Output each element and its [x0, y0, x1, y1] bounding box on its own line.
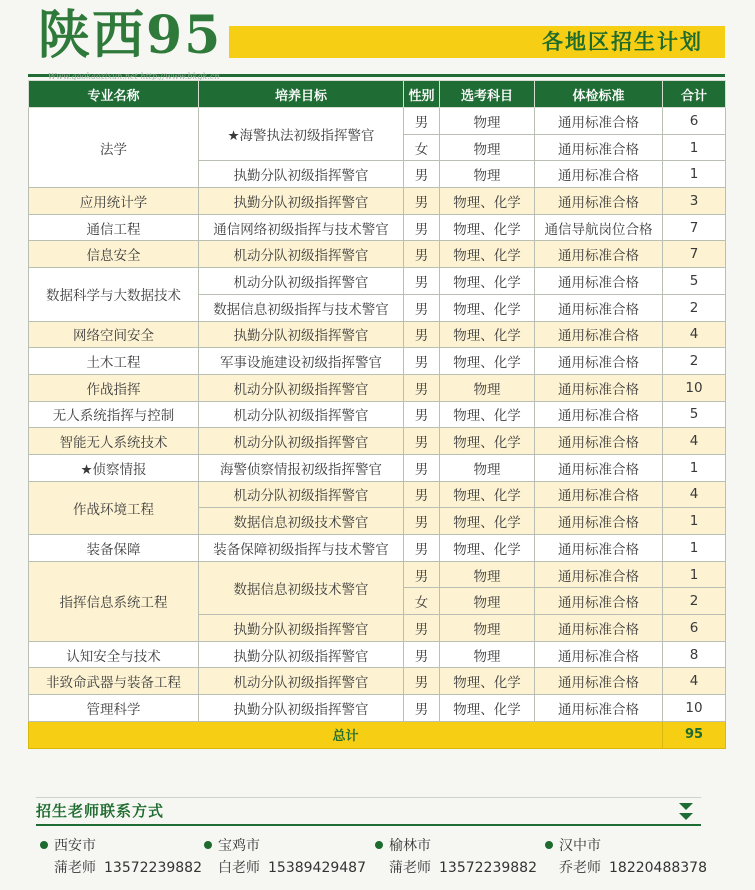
col-header-medical: 体检标准 — [535, 81, 663, 108]
cell-goal: 机动分队初级指挥警官 — [199, 241, 404, 268]
cell-goal: 执勤分队初级指挥警官 — [199, 615, 404, 642]
page-subtitle: 各地区招生计划 — [542, 29, 703, 54]
cell-major: 指挥信息系统工程 — [29, 561, 199, 641]
cell-goal: 装备保障初级指挥与技术警官 — [199, 535, 404, 562]
table-row — [29, 481, 726, 508]
cell-subjects: 物理、化学 — [440, 348, 535, 375]
contact-teacher: 白老师 — [218, 860, 260, 876]
page-title: 陕西95 — [38, 5, 223, 66]
table-row — [29, 214, 726, 241]
bullet-icon — [40, 841, 48, 849]
cell-medical: 通用标准合格 — [535, 268, 663, 295]
cell-medical: 通用标准合格 — [535, 615, 663, 642]
cell-total: 2 — [663, 588, 726, 615]
cell-gender: 男 — [404, 161, 440, 188]
cell-major: 应用统计学 — [29, 188, 199, 215]
cell-gender: 女 — [404, 588, 440, 615]
header — [0, 0, 755, 80]
cell-goal: 通信网络初级指挥与技术警官 — [199, 214, 404, 241]
cell-subjects: 物理、化学 — [440, 695, 535, 722]
contact-phone: 18220488378 — [609, 860, 707, 876]
cell-goal: 军事设施建设初级指挥警官 — [199, 348, 404, 375]
contact-city: 宝鸡市 — [218, 838, 260, 854]
contact-item — [40, 836, 202, 879]
table-row — [29, 348, 726, 375]
cell-gender: 男 — [404, 695, 440, 722]
cell-subjects: 物理 — [440, 641, 535, 668]
contact-section-title: 招生老师联系方式 — [36, 802, 165, 820]
table-row — [29, 374, 726, 401]
cell-medical: 通信导航岗位合格 — [535, 214, 663, 241]
contact-phone: 15389429487 — [268, 860, 366, 876]
table-row — [29, 535, 726, 562]
cell-subjects: 物理、化学 — [440, 268, 535, 295]
cell-medical: 通用标准合格 — [535, 134, 663, 161]
cell-medical: 通用标准合格 — [535, 428, 663, 455]
table-row — [29, 321, 726, 348]
watermark: Www.gaokaozixun.net http://www.bkgk.cn — [48, 72, 220, 81]
total-row — [29, 721, 726, 748]
cell-total: 4 — [663, 321, 726, 348]
cell-total: 2 — [663, 348, 726, 375]
cell-gender: 男 — [404, 535, 440, 562]
cell-medical: 通用标准合格 — [535, 374, 663, 401]
table-row — [29, 561, 726, 588]
contact-divider — [36, 824, 701, 826]
cell-total: 8 — [663, 641, 726, 668]
cell-gender: 男 — [404, 454, 440, 481]
table-row — [29, 695, 726, 722]
cell-total: 1 — [663, 454, 726, 481]
cell-subjects: 物理、化学 — [440, 401, 535, 428]
cell-medical: 通用标准合格 — [535, 401, 663, 428]
cell-goal: 执勤分队初级指挥警官 — [199, 161, 404, 188]
cell-medical: 通用标准合格 — [535, 481, 663, 508]
col-header-major: 专业名称 — [29, 81, 199, 108]
cell-major: 网络空间安全 — [29, 321, 199, 348]
cell-total: 7 — [663, 241, 726, 268]
total-label: 总计 — [29, 721, 663, 748]
cell-subjects: 物理 — [440, 374, 535, 401]
cell-major: 通信工程 — [29, 214, 199, 241]
cell-total: 1 — [663, 535, 726, 562]
cell-gender: 男 — [404, 561, 440, 588]
cell-total: 2 — [663, 294, 726, 321]
cell-subjects: 物理、化学 — [440, 241, 535, 268]
cell-subjects: 物理 — [440, 588, 535, 615]
cell-total: 10 — [663, 695, 726, 722]
table-row — [29, 668, 726, 695]
cell-total: 4 — [663, 481, 726, 508]
cell-gender: 男 — [404, 294, 440, 321]
contact-item — [375, 836, 537, 879]
cell-medical: 通用标准合格 — [535, 161, 663, 188]
cell-goal: 执勤分队初级指挥警官 — [199, 641, 404, 668]
cell-gender: 女 — [404, 134, 440, 161]
cell-subjects: 物理、化学 — [440, 481, 535, 508]
cell-major: 管理科学 — [29, 695, 199, 722]
cell-goal: ★海警执法初级指挥警官 — [199, 108, 404, 161]
cell-subjects: 物理 — [440, 161, 535, 188]
cell-gender: 男 — [404, 668, 440, 695]
cell-subjects: 物理、化学 — [440, 668, 535, 695]
cell-gender: 男 — [404, 188, 440, 215]
double-chevron-down-icon — [678, 801, 694, 823]
cell-subjects: 物理 — [440, 615, 535, 642]
cell-medical: 通用标准合格 — [535, 188, 663, 215]
table-row — [29, 108, 726, 135]
contact-item — [545, 836, 707, 879]
contact-item — [204, 836, 366, 879]
cell-goal: 海警侦察情报初级指挥警官 — [199, 454, 404, 481]
cell-total: 1 — [663, 134, 726, 161]
contact-teacher: 蒲老师 — [54, 860, 96, 876]
cell-medical: 通用标准合格 — [535, 588, 663, 615]
contact-teacher: 乔老师 — [559, 860, 601, 876]
cell-medical: 通用标准合格 — [535, 535, 663, 562]
cell-goal: 机动分队初级指挥警官 — [199, 268, 404, 295]
cell-total: 10 — [663, 374, 726, 401]
cell-total: 4 — [663, 668, 726, 695]
col-header-total: 合计 — [663, 81, 726, 108]
contact-phone: 13572239882 — [104, 860, 202, 876]
cell-medical: 通用标准合格 — [535, 348, 663, 375]
cell-major: ★侦察情报 — [29, 454, 199, 481]
cell-total: 3 — [663, 188, 726, 215]
cell-subjects: 物理 — [440, 561, 535, 588]
cell-subjects: 物理 — [440, 134, 535, 161]
cell-total: 1 — [663, 561, 726, 588]
cell-major: 非致命武器与装备工程 — [29, 668, 199, 695]
col-header-gender: 性别 — [404, 81, 440, 108]
cell-major: 作战环境工程 — [29, 481, 199, 534]
cell-gender: 男 — [404, 214, 440, 241]
cell-medical: 通用标准合格 — [535, 454, 663, 481]
cell-goal: 机动分队初级指挥警官 — [199, 374, 404, 401]
cell-total: 6 — [663, 108, 726, 135]
cell-subjects: 物理 — [440, 454, 535, 481]
cell-major: 作战指挥 — [29, 374, 199, 401]
cell-medical: 通用标准合格 — [535, 321, 663, 348]
contact-teacher: 蒲老师 — [389, 860, 431, 876]
cell-subjects: 物理、化学 — [440, 428, 535, 455]
cell-subjects: 物理、化学 — [440, 535, 535, 562]
cell-subjects: 物理、化学 — [440, 188, 535, 215]
cell-goal: 执勤分队初级指挥警官 — [199, 188, 404, 215]
cell-medical: 通用标准合格 — [535, 241, 663, 268]
cell-medical: 通用标准合格 — [535, 641, 663, 668]
cell-goal: 机动分队初级指挥警官 — [199, 428, 404, 455]
cell-major: 无人系统指挥与控制 — [29, 401, 199, 428]
table-header-row — [29, 81, 726, 108]
cell-gender: 男 — [404, 241, 440, 268]
cell-major: 智能无人系统技术 — [29, 428, 199, 455]
cell-gender: 男 — [404, 268, 440, 295]
col-header-goal: 培养目标 — [199, 81, 404, 108]
enrollment-plan-table — [28, 80, 726, 749]
col-header-subjects: 选考科目 — [440, 81, 535, 108]
cell-medical: 通用标准合格 — [535, 695, 663, 722]
cell-goal: 机动分队初级指挥警官 — [199, 401, 404, 428]
cell-subjects: 物理 — [440, 108, 535, 135]
table-row — [29, 641, 726, 668]
cell-medical: 通用标准合格 — [535, 561, 663, 588]
cell-total: 5 — [663, 268, 726, 295]
table-row — [29, 401, 726, 428]
cell-medical: 通用标准合格 — [535, 508, 663, 535]
cell-gender: 男 — [404, 481, 440, 508]
cell-gender: 男 — [404, 108, 440, 135]
cell-goal: 机动分队初级指挥警官 — [199, 481, 404, 508]
cell-subjects: 物理、化学 — [440, 321, 535, 348]
contact-city: 汉中市 — [559, 838, 601, 854]
cell-gender: 男 — [404, 374, 440, 401]
contact-divider-top — [36, 797, 701, 798]
cell-total: 4 — [663, 428, 726, 455]
table-row — [29, 428, 726, 455]
cell-goal: 执勤分队初级指挥警官 — [199, 695, 404, 722]
table-row — [29, 268, 726, 295]
cell-gender: 男 — [404, 508, 440, 535]
cell-total: 5 — [663, 401, 726, 428]
cell-goal: 机动分队初级指挥警官 — [199, 668, 404, 695]
cell-gender: 男 — [404, 321, 440, 348]
cell-major: 数据科学与大数据技术 — [29, 268, 199, 321]
cell-medical: 通用标准合格 — [535, 108, 663, 135]
cell-medical: 通用标准合格 — [535, 668, 663, 695]
cell-subjects: 物理、化学 — [440, 508, 535, 535]
contact-city: 西安市 — [54, 838, 96, 854]
cell-gender: 男 — [404, 615, 440, 642]
cell-total: 1 — [663, 508, 726, 535]
cell-goal: 数据信息初级技术警官 — [199, 508, 404, 535]
total-value: 95 — [663, 721, 726, 748]
cell-total: 1 — [663, 161, 726, 188]
cell-gender: 男 — [404, 401, 440, 428]
cell-subjects: 物理、化学 — [440, 214, 535, 241]
cell-medical: 通用标准合格 — [535, 294, 663, 321]
contact-phone: 13572239882 — [439, 860, 537, 876]
table-row — [29, 454, 726, 481]
table-row — [29, 241, 726, 268]
bullet-icon — [375, 841, 383, 849]
table-row — [29, 188, 726, 215]
cell-total: 6 — [663, 615, 726, 642]
cell-major: 土木工程 — [29, 348, 199, 375]
cell-major: 装备保障 — [29, 535, 199, 562]
table-body — [29, 108, 726, 722]
cell-gender: 男 — [404, 428, 440, 455]
cell-goal: 数据信息初级指挥与技术警官 — [199, 294, 404, 321]
cell-major: 认知安全与技术 — [29, 641, 199, 668]
cell-goal: 数据信息初级技术警官 — [199, 561, 404, 614]
cell-major: 法学 — [29, 108, 199, 188]
bullet-icon — [204, 841, 212, 849]
cell-total: 7 — [663, 214, 726, 241]
cell-goal: 执勤分队初级指挥警官 — [199, 321, 404, 348]
cell-subjects: 物理、化学 — [440, 294, 535, 321]
cell-major: 信息安全 — [29, 241, 199, 268]
cell-gender: 男 — [404, 641, 440, 668]
bullet-icon — [545, 841, 553, 849]
subtitle-bar — [229, 26, 725, 58]
cell-gender: 男 — [404, 348, 440, 375]
contact-city: 榆林市 — [389, 838, 431, 854]
